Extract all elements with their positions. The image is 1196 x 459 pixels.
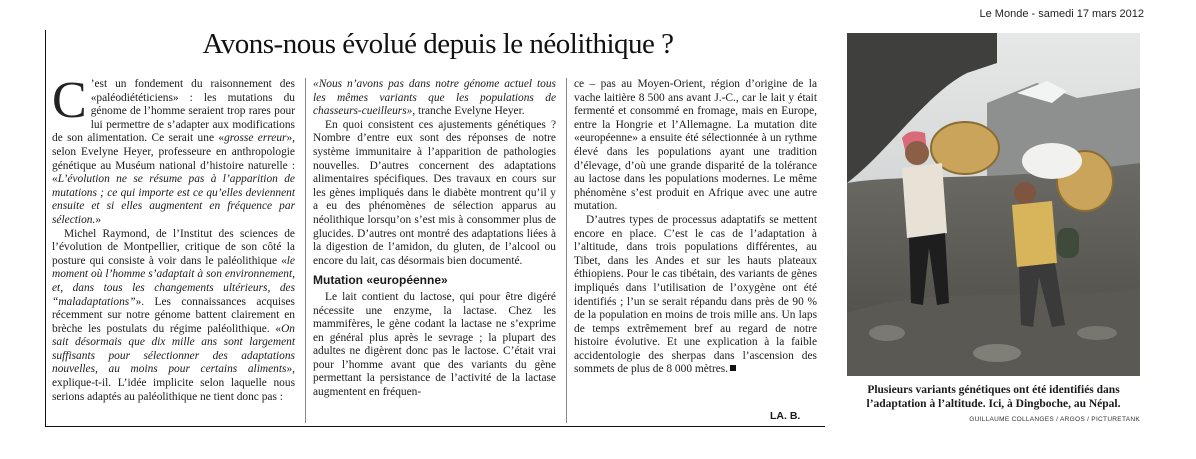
paragraph bbox=[52, 72, 296, 228]
photo-porters-himalaya bbox=[847, 33, 1140, 376]
sleeping-mat bbox=[1057, 228, 1079, 258]
text-run: D’autres types de processus adaptatifs se mettent encore en place. C’est le cas de l’adaptation à l’altitude, dans trois populations différentes, au Tibet, dans les Andes et sur les hauts plateaux éthiopiens. Pour le cas tibétain, des variants de gènes impliqués dans l’utilisation de l’oxygène ont été identifiés ; l’un se serait répandu dans près de 90 % de la population en moins de trois mille ans. Un laps de temps extrêmement bref au regard de notre histoire évolutive. Et une explication à la faible accidentologie des sherpas dans l’ascension des sommets de plus de 8 000 mètres. bbox=[574, 213, 817, 376]
column-separator bbox=[566, 78, 567, 423]
jacket-yellow bbox=[1012, 201, 1057, 267]
article-column-3 bbox=[574, 78, 817, 377]
text-run-italic: grosse erreur bbox=[224, 132, 287, 145]
rock bbox=[1077, 326, 1117, 340]
text-run: ’est un fondement du raisonnement des «paléodiététiciens» : les mutations du génome de l’homme seraient trop rares pour lui permettre de s’adapter aux modifications de son alimentation. Ce serait une « bbox=[52, 78, 295, 145]
subheading: Mutation «européenne» bbox=[313, 273, 448, 288]
text-run: Michel Raymond, de l’Institut des sciences de l’évolution de Montpellier, critique de son côté la posture qui consiste à voir dans le paléolithique « bbox=[52, 227, 295, 267]
white-load bbox=[1022, 143, 1082, 179]
rock bbox=[869, 325, 905, 341]
dropcap: C bbox=[52, 72, 87, 129]
text-run: », selon Evelyne Heyer, professeure en anthropologie génétique au Muséum national d’histoire naturelle : « bbox=[52, 132, 296, 186]
text-run-italic: On sait désormais que dix mille ans sont largement suffisants pour sélectionner des adaptations nouvelles, au moins pour certains aliments bbox=[52, 322, 295, 376]
paragraph: Le lait contient du lactose, qui pour être digéré nécessite une enzyme, la lactase. Chez les mammifères, le gène codant la lactase ne s’exprime en général plus après le sevrage ; la plupart des adultes ne digèrent donc pas le lactose. C’était vrai pour l’homme avant que des variants du gène permettant la persistance de l’activité de la lactase augmentent en fréquen- bbox=[313, 290, 556, 399]
paragraph: ce – pas au Moyen-Orient, région d’origine de la vache laitière 8 500 ans avant J.-C., car le lait y était fermenté et consommé en fromage, mais en Europe, entre la Hongrie et l’Allemagne. La mutation dite «européenne» a ensuite été sélectionnée à un rythme élevé dans les populations ayant une tradition d’élevage, d’où une grande disparité de la tolérance au lactose dans les populations modernes. Le même phénomène s’est produit en Afrique avec une autre mutation. bbox=[574, 78, 817, 213]
text-run-italic: L’évolution ne se résume pas à l’apparition de mutations ; ce qui importe est ce qu’elles deviennent ensuite et si elles augmentent en fréquence par sélection. bbox=[52, 173, 295, 226]
face bbox=[905, 141, 929, 165]
photo-illustration bbox=[847, 33, 1140, 376]
bottom-rule bbox=[45, 426, 825, 427]
column-separator bbox=[305, 78, 306, 423]
paragraph: En quoi consistent ces ajustements génétiques ? Nombre d’entre eux sont des réponses de notre système immunitaire à l’apparition de pathologies nouvelles. D’autres concernent des adaptations alimentaires spécifiques. Des travaux en cours sur les gènes impliqués dans le diabète montrent qu’il y a eu des phénomènes de sélection apparus au néolithique lorsqu’on s’est mis à consommer plus de glucides. D’autres ont montré des adaptations liées à la digestion de l’amidon, du gluten, de l’alcool ou encore du lait, cas désormais bien documenté. bbox=[313, 118, 556, 267]
text-run-italic: le moment où l’homme s’adaptait à son environnement, et, dans tous les changements ultérieurs, des “maladaptations” bbox=[52, 254, 295, 308]
paragraph bbox=[313, 78, 556, 119]
paragraph bbox=[574, 214, 817, 377]
face bbox=[1014, 182, 1036, 204]
source-line: Le Monde - samedi 17 mars 2012 bbox=[979, 8, 1144, 20]
text-run: » bbox=[95, 213, 102, 226]
text-run: ». Les connaissances acquises récemment sur notre génome battent clairement en brèche les postulats du régime paléolithique. « bbox=[52, 295, 295, 335]
text-run: », explique-t-il. L’idée implicite selon laquelle nous serions adaptés au paléolithique ne tient donc pas : bbox=[52, 363, 295, 403]
text-run-italic: «Nous n’avons pas dans notre génome actuel tous les mêmes variants que les populations de chasseurs-cueilleurs» bbox=[313, 78, 556, 118]
photo-credit: GUILLAUME COLLANGES / ARGOS / PICTURETANK bbox=[969, 416, 1140, 423]
author-signature: LA. B. bbox=[770, 410, 801, 422]
article-column-2 bbox=[313, 78, 556, 400]
headline: Avons-nous évolué depuis le néolithique ? bbox=[202, 28, 674, 60]
photo-caption: Plusieurs variants génétiques ont été identifiés dans l’adaptation à l’altitude. Ici, à Dingboche, au Népal. bbox=[866, 384, 1121, 410]
end-mark-icon bbox=[730, 365, 736, 371]
paragraph bbox=[52, 228, 295, 405]
article-column-1 bbox=[52, 72, 296, 404]
text-run: , tranche Evelyne Heyer. bbox=[412, 105, 525, 118]
left-rule bbox=[45, 30, 46, 426]
jacket-left bbox=[902, 163, 947, 238]
rock bbox=[973, 344, 1021, 362]
